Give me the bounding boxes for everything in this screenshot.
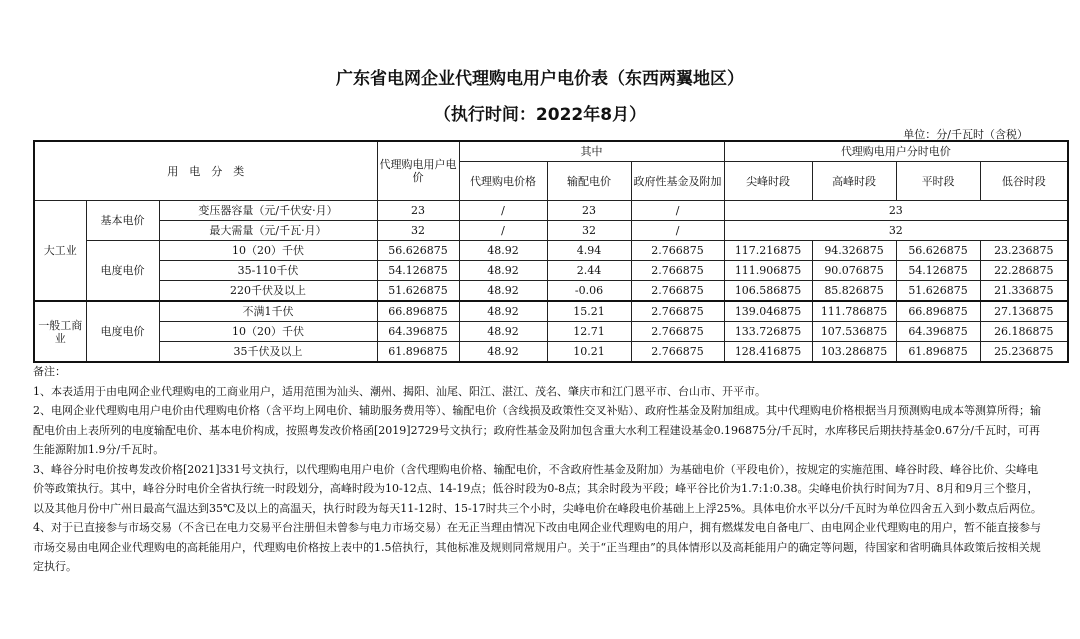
page-title: 广东省电网企业代理购电用户电价表（东西两翼地区） [336, 69, 744, 89]
cell-sharp: 139.046875 [724, 301, 812, 322]
header-transmission: 输配电价 [547, 162, 631, 201]
cell-trans: 32 [547, 221, 631, 241]
cell-valley: 22.286875 [980, 261, 1068, 281]
note-3: 3、峰谷分时电价按粤发改价格[2021]331号文执行，以代理购电用户电价（含代理购电价格、输配电价，不含政府性基金及附加）为基础电价（平段电价），按规定的实施范围、峰谷时段、峰谷比价、尖峰电价等政策执行。其中，峰谷分时电价全省执行统一时段划分，高峰时段为10-12点、14-19点；低谷时段为0-8点；其余时段为平段；峰平谷比价为1.7:1:0.38。尖峰电价执行时间为7月、8月和9月三个整月，以及其他月份中广州日最高气温达到35℃及以上的高温天，执行时段为每天11-12时、15-17时共三个小时，尖峰电价在峰段电价基础上上浮25%。具体电价水平以分/千瓦时为单位四舍五入到小数点后两位。 [33, 462, 1042, 515]
cell-valley: 27.136875 [980, 301, 1068, 322]
cell-trans: 23 [547, 201, 631, 221]
row-name: 10（20）千伏 [159, 322, 377, 342]
row-name: 最大需量（元/千瓦·月） [159, 221, 377, 241]
table-row [34, 241, 1068, 261]
basic-price-label: 基本电价 [86, 201, 159, 241]
table-row [34, 201, 1068, 221]
cell-agent-user: 61.896875 [377, 342, 459, 363]
cell-tou-merged: 23 [724, 201, 1068, 221]
cell-agent-user: 32 [377, 221, 459, 241]
notes-section [33, 362, 1047, 577]
header-flat: 平时段 [896, 162, 980, 201]
note-1: 1、本表适用于由电网企业代理购电的工商业用户，适用范围为汕头、潮州、揭阳、汕尾、阳江、湛江、茂名、肇庆市和江门恩平市、台山市、开平市。 [33, 384, 766, 398]
page-subtitle: （执行时间：2022年8月） [433, 105, 647, 125]
cell-agent: 48.92 [459, 241, 547, 261]
note-4: 4、对于已直接参与市场交易（不含已在电力交易平台注册但未曾参与电力市场交易）在无正当理由情况下改由电网企业代理购电的用户，拥有燃煤发电自备电厂、由电网企业代理购电的用户，暂不能直接参与市场交易由电网企业代理购电的高耗能用户，代理购电价格按上表中的1.5倍执行，其他标准及规则同常规用户。关于“正当理由”的具体情形以及高耗能用户的确定等问题，待国家和省明确具体政策后按相关规定执行。 [33, 521, 1041, 573]
cell-flat: 61.896875 [896, 342, 980, 363]
cell-peak: 94.326875 [812, 241, 896, 261]
row-name: 220千伏及以上 [159, 281, 377, 302]
table-row [34, 261, 1068, 281]
table-row [34, 221, 1068, 241]
cell-agent: / [459, 221, 547, 241]
energy-price-label: 电度电价 [86, 241, 159, 302]
header-tou-price: 代理购电用户分时电价 [724, 141, 1068, 162]
general-label: 一般工商业 [34, 301, 86, 362]
header-gov-fund: 政府性基金及附加 [631, 162, 724, 201]
cell-trans: 2.44 [547, 261, 631, 281]
cell-sharp: 106.586875 [724, 281, 812, 302]
cell-fund: / [631, 201, 724, 221]
cell-valley: 21.336875 [980, 281, 1068, 302]
notes-heading: 备注： [33, 365, 66, 378]
cell-agent: 48.92 [459, 301, 547, 322]
table-row [34, 301, 1068, 322]
cell-agent: 48.92 [459, 261, 547, 281]
cell-fund: 2.766875 [631, 281, 724, 302]
cell-tou-merged: 32 [724, 221, 1068, 241]
cell-agent: / [459, 201, 547, 221]
cell-trans: 4.94 [547, 241, 631, 261]
cell-peak: 85.826875 [812, 281, 896, 302]
cell-trans: 10.21 [547, 342, 631, 363]
large-industry-label: 大工业 [34, 201, 86, 302]
cell-fund: 2.766875 [631, 342, 724, 363]
header-peak-sharp: 尖峰时段 [724, 162, 812, 201]
tariff-table [33, 140, 1069, 363]
cell-sharp: 128.416875 [724, 342, 812, 363]
cell-peak: 90.076875 [812, 261, 896, 281]
cell-sharp: 117.216875 [724, 241, 812, 261]
table-row [34, 342, 1068, 363]
cell-valley: 23.236875 [980, 241, 1068, 261]
cell-flat: 66.896875 [896, 301, 980, 322]
note-2: 2、电网企业代理购电用户电价由代理购电价格（含平均上网电价、辅助服务费用等）、输配电价（含线损及政策性交叉补贴）、政府性基金及附加组成。其中代理购电价格根据当月预测购电成本等测算所得；输配电价由上表所列的电度输配电价、基本电价构成，按照粤发改价格函[2019]2729号文执行；政府性基金及附加包含重大水利工程建设基金0.196875分/千瓦时，水库移民后期扶持基金0.67分/千瓦时，可再生能源附加1.9分/千瓦时。 [33, 404, 1041, 456]
cell-flat: 64.396875 [896, 322, 980, 342]
cell-fund: 2.766875 [631, 301, 724, 322]
table-row [34, 281, 1068, 302]
cell-peak: 107.536875 [812, 322, 896, 342]
cell-agent-user: 64.396875 [377, 322, 459, 342]
cell-flat: 51.626875 [896, 281, 980, 302]
row-name: 变压器容量（元/千伏安·月） [159, 201, 377, 221]
cell-fund: 2.766875 [631, 241, 724, 261]
cell-trans: 12.71 [547, 322, 631, 342]
cell-peak: 111.786875 [812, 301, 896, 322]
row-name: 35-110千伏 [159, 261, 377, 281]
general-energy-label: 电度电价 [86, 301, 159, 362]
header-among: 其中 [459, 141, 724, 162]
header-valley: 低谷时段 [980, 162, 1068, 201]
row-name: 不满1千伏 [159, 301, 377, 322]
cell-agent-user: 51.626875 [377, 281, 459, 302]
cell-agent-user: 66.896875 [377, 301, 459, 322]
cell-agent-user: 23 [377, 201, 459, 221]
table-row [34, 322, 1068, 342]
cell-agent: 48.92 [459, 281, 547, 302]
header-agent-price: 代理购电价格 [459, 162, 547, 201]
cell-sharp: 111.906875 [724, 261, 812, 281]
cell-sharp: 133.726875 [724, 322, 812, 342]
cell-agent: 48.92 [459, 342, 547, 363]
cell-fund: 2.766875 [631, 261, 724, 281]
cell-valley: 25.236875 [980, 342, 1068, 363]
cell-agent-user: 56.626875 [377, 241, 459, 261]
cell-flat: 56.626875 [896, 241, 980, 261]
cell-trans: 15.21 [547, 301, 631, 322]
row-name: 35千伏及以上 [159, 342, 377, 363]
cell-fund: 2.766875 [631, 322, 724, 342]
cell-flat: 54.126875 [896, 261, 980, 281]
unit-label: 单位：分/千瓦时（含税） [903, 128, 1028, 141]
header-agent-user-price: 代理购电用户电价 [377, 141, 459, 201]
cell-agent-user: 54.126875 [377, 261, 459, 281]
header-peak: 高峰时段 [812, 162, 896, 201]
row-name: 10（20）千伏 [159, 241, 377, 261]
cell-trans: -0.06 [547, 281, 631, 302]
cell-valley: 26.186875 [980, 322, 1068, 342]
header-category: 用 电 分 类 [34, 141, 377, 201]
cell-agent: 48.92 [459, 322, 547, 342]
cell-peak: 103.286875 [812, 342, 896, 363]
cell-fund: / [631, 221, 724, 241]
